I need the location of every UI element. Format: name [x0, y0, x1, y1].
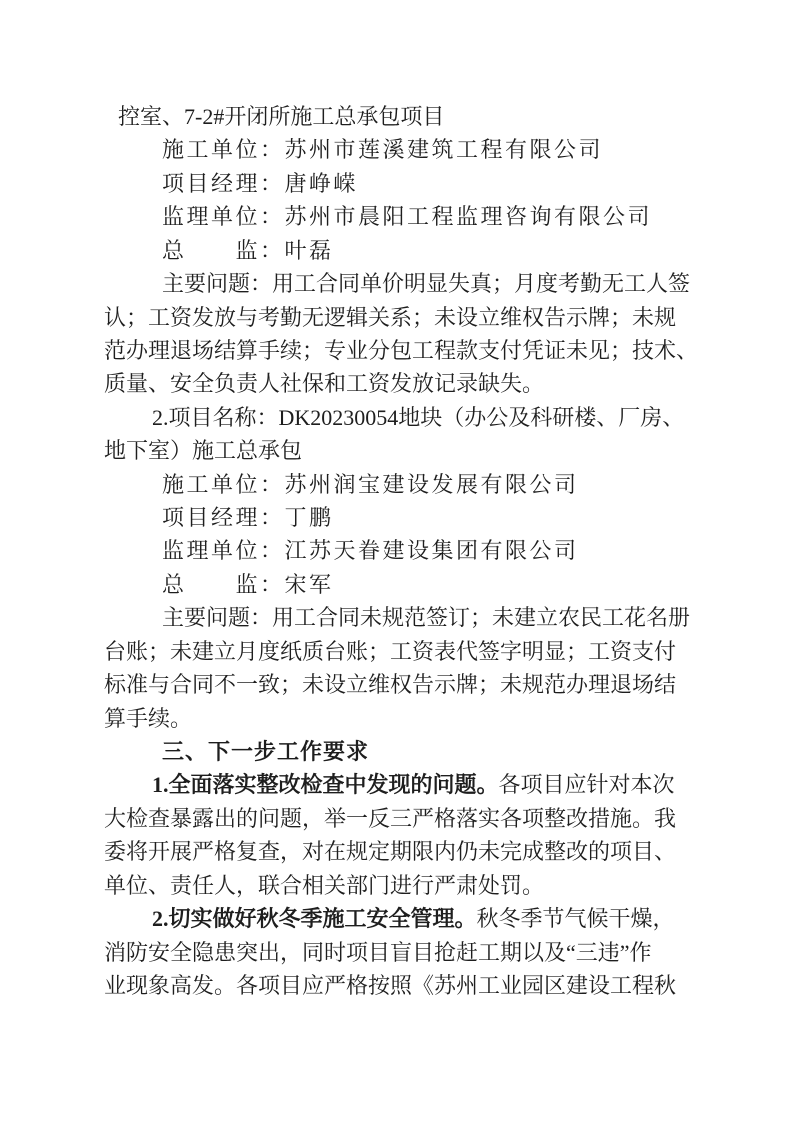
- text-segment: 委将开展严格复查，对在规定期限内仍未完成整改的项目、: [104, 839, 677, 865]
- text-segment: 控室、7-2#开闭所施工总承包项目: [118, 104, 445, 129]
- text-line: [104, 802, 697, 836]
- text-line: [104, 969, 697, 1003]
- text-segment: 施工单位：苏州市莲溪建筑工程有限公司: [162, 137, 604, 163]
- text-segment: 秋冬季节气候干燥，: [476, 906, 675, 932]
- text-line: [104, 869, 697, 903]
- text-segment: 标准与合同不一致；未设立维权告示牌；未规范办理退场结: [104, 672, 677, 698]
- text-segment: 认；工资发放与考勤无逻辑关系；未设立维权告示牌；未规: [104, 304, 677, 330]
- text-line: [162, 167, 697, 201]
- text-segment: 各项目应针对本次: [498, 772, 675, 798]
- text-line: [162, 200, 697, 234]
- text-segment: 算手续。: [104, 705, 193, 731]
- text-segment: 主要问题：用工合同未规范签订；未建立农民工花名册: [162, 605, 691, 631]
- text-line: [104, 835, 697, 869]
- text-line: [152, 768, 697, 802]
- text-segment: 总 监：叶磊: [162, 237, 334, 263]
- bold-text-segment: 2.切实做好秋冬季施工安全管理。: [152, 906, 477, 932]
- bold-text-segment: 1.全面落实整改检查中发现的问题。: [152, 772, 499, 798]
- text-segment: 监理单位：苏州市晨阳工程监理咨询有限公司: [162, 204, 653, 230]
- text-segment: 台账；未建立月度纸质台账；工资表代签字明显；工资支付: [104, 638, 677, 664]
- text-segment: 大检查暴露出的问题，举一反三严格落实各项整改措施。我: [104, 805, 677, 831]
- text-line: [162, 735, 697, 769]
- text-line: [104, 334, 697, 368]
- text-line: [118, 100, 697, 134]
- text-line: [104, 635, 697, 669]
- text-line: [104, 936, 697, 970]
- text-line: [162, 501, 697, 535]
- text-line: [162, 568, 697, 602]
- text-line: [104, 668, 697, 702]
- text-line: [162, 133, 697, 167]
- text-line: [152, 401, 697, 435]
- text-segment: 业现象高发。各项目应严格按照《苏州工业园区建设工程秋: [104, 972, 677, 998]
- text-line: [104, 702, 697, 736]
- text-segment: 地下室）施工总承包: [104, 438, 303, 464]
- text-segment: 项目经理：丁鹏: [162, 505, 334, 531]
- text-line: [104, 301, 697, 335]
- text-line: [152, 902, 697, 936]
- text-segment: 单位、责任人，联合相关部门进行严肃处罚。: [104, 872, 545, 898]
- text-segment: 总 监：宋军: [162, 571, 334, 597]
- text-segment: 消防安全隐患突出，同时项目盲目抢赶工期以及“三违”作: [104, 939, 652, 965]
- text-segment: 质量、安全负责人社保和工资发放记录缺失。: [104, 371, 545, 397]
- text-line: [162, 601, 697, 635]
- text-segment: 项目经理：唐峥嵘: [162, 170, 359, 196]
- text-segment: 施工单位：苏州润宝建设发展有限公司: [162, 471, 579, 497]
- text-line: [104, 367, 697, 401]
- text-line: [162, 267, 697, 301]
- text-line: [104, 434, 697, 468]
- text-segment: 范办理退场结算手续；专业分包工程款支付凭证未见；技术、: [104, 337, 699, 363]
- bold-text-segment: 三、下一步工作要求: [162, 738, 370, 764]
- text-line: [162, 468, 697, 502]
- text-segment: 2.项目名称：DK20230054地块（办公及科研楼、厂房、: [152, 404, 685, 430]
- text-segment: 监理单位：江苏天眷建设集团有限公司: [162, 538, 579, 564]
- text-line: [162, 234, 697, 268]
- text-line: [162, 534, 697, 568]
- text-segment: 主要问题：用工合同单价明显失真；月度考勤无工人签: [162, 271, 691, 297]
